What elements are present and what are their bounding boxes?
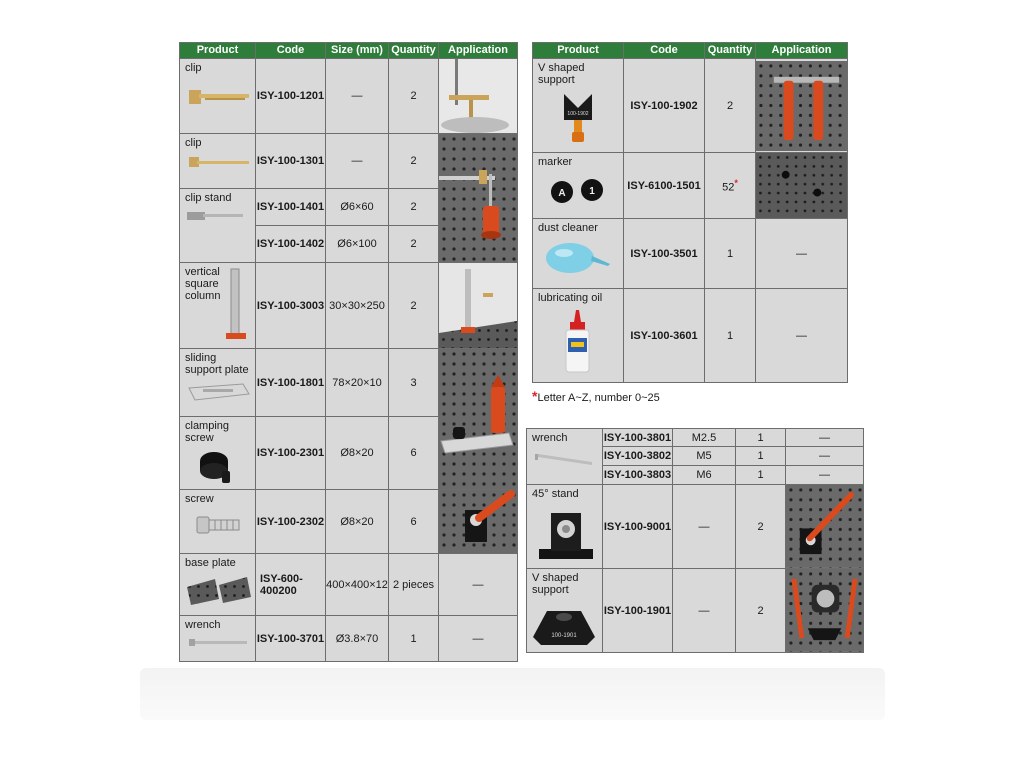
page-shadow <box>140 668 885 720</box>
v-support-1901-application-photo <box>786 569 863 652</box>
product-cell <box>533 289 624 383</box>
table-header-row <box>533 43 848 59</box>
code-cell: ISY-600-400200 <box>256 554 326 616</box>
product-name: V shaped support <box>538 62 585 86</box>
product-name: marker <box>538 156 573 168</box>
product-cell <box>180 554 256 616</box>
quantity-cell: 1 <box>705 219 756 289</box>
product-name: base plate <box>185 557 236 569</box>
code-cell: ISY-100-3802 <box>603 447 673 466</box>
footnote-star: * <box>532 388 538 404</box>
product-name: 45° stand <box>532 488 579 500</box>
product-name: wrench <box>185 619 221 631</box>
application-cell: — <box>439 616 518 662</box>
product-name: dust cleaner <box>538 222 598 235</box>
product-cell <box>527 485 603 569</box>
v-support-application-photo <box>756 61 847 151</box>
table-row <box>180 490 518 554</box>
table-row <box>527 429 864 447</box>
clip-stand-application-photo <box>439 134 517 262</box>
product-name: vertical square column <box>185 266 221 302</box>
product-name: clamping screw <box>185 420 230 445</box>
product-cell <box>527 569 603 653</box>
code-cell: ISY-100-9001 <box>603 485 673 569</box>
product-name: lubricating oil <box>538 292 603 305</box>
product-cell <box>180 134 256 189</box>
application-cell: — <box>756 289 848 383</box>
table-row <box>533 219 848 289</box>
v-support-icon <box>538 90 618 152</box>
code-cell: ISY-100-3801 <box>603 429 673 447</box>
right-product-table <box>532 42 848 383</box>
code-cell: ISY-100-3003 <box>256 263 326 349</box>
code-cell: ISY-100-2301 <box>256 417 326 490</box>
product-cell <box>180 349 256 417</box>
table-row <box>533 289 848 383</box>
marker-icon <box>538 172 618 212</box>
table-row <box>180 349 518 417</box>
sliding-plate-icon <box>185 380 251 410</box>
code-cell: ISY-100-1301 <box>256 134 326 189</box>
clamping-screw-icon <box>196 447 242 487</box>
size-cell: — <box>673 569 736 653</box>
size-cell: M2.5 <box>673 429 736 447</box>
code-cell: ISY-100-3701 <box>256 616 326 662</box>
clip-icon <box>185 153 251 175</box>
size-cell: Ø6×100 <box>326 226 389 263</box>
code-cell: ISY-6100-1501 <box>624 153 705 219</box>
marker-quantity: 52 <box>722 181 735 194</box>
header-product: Product <box>533 43 624 59</box>
marker-letter-a: A <box>558 188 566 199</box>
code-cell: ISY-100-1901 <box>603 569 673 653</box>
quantity-cell: 3 <box>389 349 439 417</box>
table-row <box>180 554 518 616</box>
table-row <box>533 153 848 219</box>
quantity-cell: 2 <box>736 485 786 569</box>
quantity-cell: 1 <box>736 447 786 466</box>
product-cell <box>527 429 603 485</box>
quantity-cell: 2 <box>389 226 439 263</box>
stand-45-icon <box>533 505 599 565</box>
application-cell: — <box>786 429 864 447</box>
size-cell: Ø3.8×70 <box>326 616 389 662</box>
code-cell: ISY-100-1801 <box>256 349 326 417</box>
table-row <box>527 485 864 569</box>
left-product-table <box>179 42 518 662</box>
header-product: Product <box>180 43 256 59</box>
application-photo-cell <box>439 349 518 490</box>
product-cell <box>180 263 256 349</box>
code-cell: ISY-100-1401 <box>256 189 326 226</box>
application-cell: — <box>756 219 848 289</box>
product-cell <box>180 189 256 263</box>
size-cell: M6 <box>673 466 736 485</box>
product-name: wrench <box>532 432 568 444</box>
quantity-cell: 1 <box>705 289 756 383</box>
size-cell: — <box>673 485 736 569</box>
code-cell: ISY-100-1402 <box>256 226 326 263</box>
quantity-cell: 2 <box>389 59 439 134</box>
size-cell: Ø8×20 <box>326 490 389 554</box>
header-code: Code <box>256 43 326 59</box>
size-cell: — <box>326 59 389 134</box>
application-photo-cell <box>439 263 518 349</box>
header-quantity: Quantity <box>389 43 439 59</box>
quantity-cell <box>705 153 756 219</box>
product-cell <box>180 616 256 662</box>
application-photo-cell <box>786 485 864 569</box>
base-plate-icon <box>185 573 251 605</box>
application-cell: — <box>786 447 864 466</box>
footnote-text: Letter A~Z, number 0~25 <box>537 392 660 404</box>
right-bottom-product-table <box>526 428 864 653</box>
code-cell: ISY-100-1902 <box>624 59 705 153</box>
header-application: Application <box>439 43 518 59</box>
product-name: screw <box>185 493 214 505</box>
product-name: clip stand <box>185 192 232 204</box>
product-cell <box>533 219 624 289</box>
code-cell: ISY-100-1201 <box>256 59 326 134</box>
header-application: Application <box>756 43 848 59</box>
product-name: clip <box>185 62 202 74</box>
quantity-cell: 6 <box>389 490 439 554</box>
application-cell: — <box>786 466 864 485</box>
code-cell: ISY-100-3601 <box>624 289 705 383</box>
wrench-icon <box>185 635 251 651</box>
size-cell: M5 <box>673 447 736 466</box>
quantity-cell: 2 <box>705 59 756 153</box>
table-row <box>527 569 864 653</box>
product-name: V shaped support <box>532 572 579 596</box>
quantity-cell: 1 <box>736 429 786 447</box>
quantity-cell: 2 <box>389 134 439 189</box>
application-photo-cell <box>786 569 864 653</box>
stand-45-application-photo <box>786 485 863 568</box>
product-name: sliding support plate <box>185 352 249 376</box>
size-cell: 30×30×250 <box>326 263 389 349</box>
marker-application-photo <box>756 153 847 218</box>
table-row <box>180 616 518 662</box>
application-photo-cell <box>756 59 848 153</box>
product-name: clip <box>185 137 202 149</box>
screw-application-photo <box>439 490 517 553</box>
application-photo-cell <box>439 134 518 263</box>
product-cell <box>180 59 256 134</box>
sliding-plate-application-photo <box>439 349 517 489</box>
quantity-cell: 6 <box>389 417 439 490</box>
column-application-photo <box>439 263 517 348</box>
square-column-icon <box>223 267 249 343</box>
header-code: Code <box>624 43 705 59</box>
code-cell: ISY-100-2302 <box>256 490 326 554</box>
clip-application-photo <box>439 59 517 133</box>
table-row <box>180 134 518 189</box>
v-support-1901-label: 100-1901 <box>551 633 577 639</box>
v-support-1901-icon <box>529 603 599 651</box>
size-cell: Ø8×20 <box>326 417 389 490</box>
v-support-label: 100-1902 <box>567 111 589 117</box>
table-row <box>180 59 518 134</box>
clip-icon <box>185 78 251 118</box>
table-header-row <box>180 43 518 59</box>
hex-wrench-icon <box>532 448 598 470</box>
size-cell: Ø6×60 <box>326 189 389 226</box>
oil-bottle-icon <box>538 308 618 376</box>
application-photo-cell <box>439 490 518 554</box>
quantity-cell: 2 <box>389 189 439 226</box>
size-cell: — <box>326 134 389 189</box>
application-photo-cell <box>439 59 518 134</box>
product-cell <box>180 417 256 490</box>
table-row <box>533 59 848 153</box>
marker-footnote <box>532 388 660 404</box>
quantity-cell: 2 <box>389 263 439 349</box>
size-cell: 400×400×12 <box>326 554 389 616</box>
marker-digit-1: 1 <box>589 186 595 197</box>
header-quantity: Quantity <box>705 43 756 59</box>
quantity-cell: 1 <box>389 616 439 662</box>
code-cell: ISY-100-3501 <box>624 219 705 289</box>
product-cell <box>533 153 624 219</box>
screw-icon <box>185 511 251 541</box>
dust-blower-icon <box>538 238 618 278</box>
clip-stand-icon <box>185 208 251 226</box>
product-cell <box>533 59 624 153</box>
quantity-cell: 2 pieces <box>389 554 439 616</box>
quantity-cell: 2 <box>736 569 786 653</box>
application-cell: — <box>439 554 518 616</box>
application-photo-cell <box>756 153 848 219</box>
table-row <box>180 263 518 349</box>
code-cell: ISY-100-3803 <box>603 466 673 485</box>
header-size: Size (mm) <box>326 43 389 59</box>
product-cell <box>180 490 256 554</box>
quantity-cell: 1 <box>736 466 786 485</box>
footnote-mark: * <box>734 177 738 188</box>
size-cell: 78×20×10 <box>326 349 389 417</box>
